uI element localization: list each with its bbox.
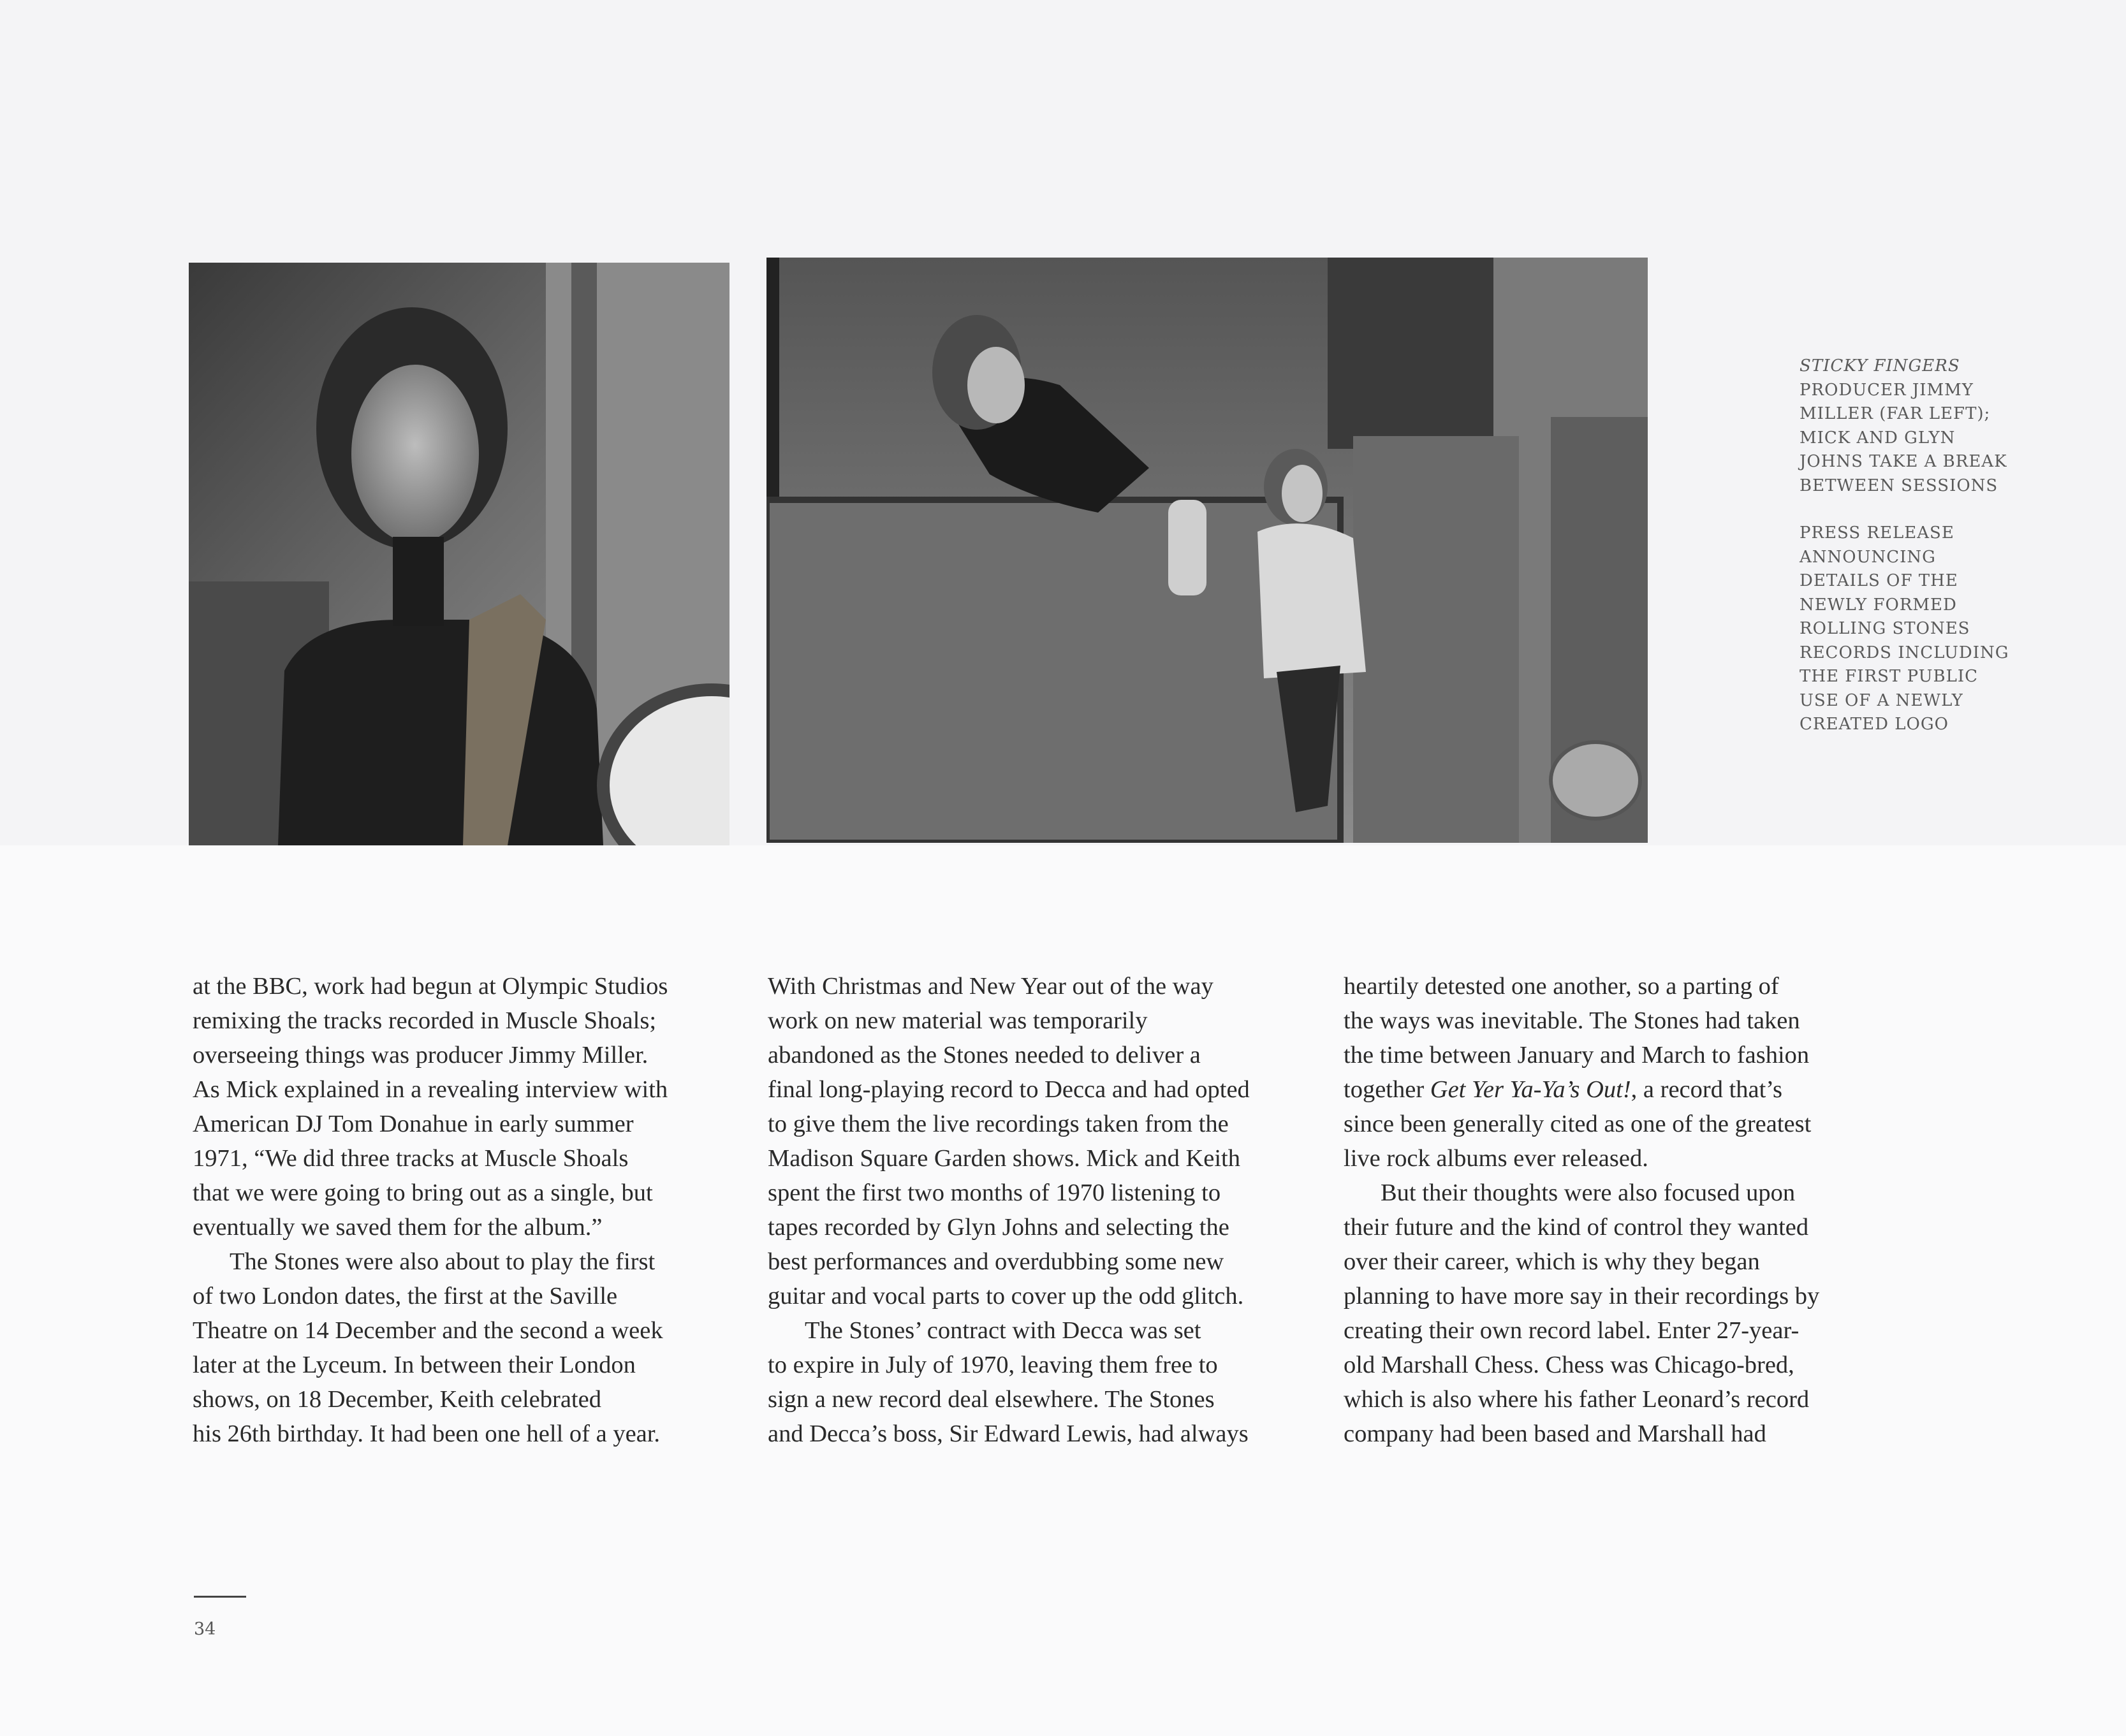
col2-paragraph-1: With Christmas and New Year out of the way work on new material was temporarily abandoned as the Stones needed to deliver a final long-playing record to Decca and had opted to give them the live recordings taken from the Madison Square Garden shows. Mick and Keith spent the first two months of 1970 listening to tapes recorded by Glyn Johns and selecting the best performances and overdubbing some new guitar and vocal parts to cover up the odd glitch. <box>768 973 1250 1309</box>
col3-p1-part-b: , a record that’s since been generally cited as one of the greatest live rock albums ever released. <box>1344 1076 1812 1172</box>
col1-paragraph-1: at the BBC, work had begun at Olympic Studios remixing the tracks recorded in Muscle Shoals; overseeing things was producer Jimmy Miller. As Mick explained in a revealing interview with American DJ Tom Donahue in early summer 1971, “We did three tracks at Muscle Shoals that we were going to bring out as a single, but eventually we saved them for the album.” <box>193 973 668 1241</box>
caption-1-text: PRODUCER JIMMY MILLER (FAR LEFT); MICK AND GLYN JOHNS TAKE A BREAK BETWEEN SESSIONS <box>1800 380 2007 495</box>
col1-paragraph-2: The Stones were also about to play the first of two London dates, the first at the Saville Theatre on 14 December and the second a week later at the Lyceum. In between their London shows, on 18 December, Keith celebrated his 26th birthday. It had been one hell of a year. <box>193 1248 663 1447</box>
col3-paragraph-2: But their thoughts were also focused upon their future and the kind of control they wanted over their career, which is why they began planning to have more say in their recordings by creating their own record label. Enter 27-year- old Marshall Chess. Chess was Chicago-bred, which is also where his father Leonard’s record company had been based and Marshall had <box>1344 1179 1820 1447</box>
caption-1 <box>1800 354 2016 498</box>
page-number: 34 <box>194 1619 216 1639</box>
col2-paragraph-2: The Stones’ contract with Decca was set to expire in July of 1970, leaving them free to sign a new record deal elsewhere. The Stones and Decca’s boss, Sir Edward Lewis, had always <box>768 1317 1249 1447</box>
text-column-1 <box>193 969 754 1451</box>
photo-captions <box>1800 354 2016 737</box>
caption-2: PRESS RELEASE ANNOUNCING DETAILS OF THE NEWLY FORMED ROLLING STONES RECORDS INCLUDING THE FIRST PUBLIC USE OF A NEWLY CREATED LOGO <box>1800 523 2009 734</box>
col3-p1-part-a: heartily detested one another, so a parting of the ways was inevitable. The Stones had taken the time between January and March to fashion together <box>1344 973 1810 1103</box>
text-column-2 <box>768 969 1329 1451</box>
album-title: Get Yer Ya-Ya’s Out! <box>1430 1076 1631 1103</box>
photo-mick-and-glyn-johns <box>766 258 1648 843</box>
photo-producer-jimmy-miller <box>189 263 729 845</box>
folio-rule <box>194 1596 246 1598</box>
caption-1-title: STICKY FINGERS <box>1800 356 1960 376</box>
text-column-3 <box>1344 969 1905 1451</box>
col3-paragraph-1 <box>1344 969 1905 1176</box>
